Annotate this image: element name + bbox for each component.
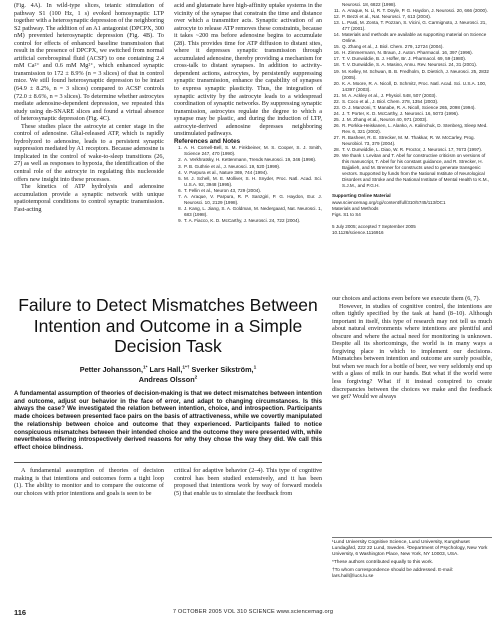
reference-text: M. J. Schell, M. E. Molliver, S. H. Snyder, Proc. Natl. Acad. Sci. U.S.A. 92, 3948 (1995). (184, 175, 322, 187)
paragraph: These studies place the astrocyte at center stage in the control of adenosine. Glial-released ATP, which is rapidly hydrolyzed to adenosine, leads to a persistent synaptic suppression mediated by A1 receptors. Because adenosine is implicated in the control of wake-to-sleep transitions (26, 27) as well as responses to hypoxia, the identification of the central role of the astrocyte in regulating this nucleoside offers new insight into these processes. (14, 122, 164, 183)
article-body-column-2 (174, 467, 322, 497)
reference-number: 9. (178, 217, 182, 223)
reference-number: 12. (333, 14, 340, 20)
author-affiliation-mark: 2 (194, 375, 198, 381)
supporting-material-heading: Supporting Online Material (332, 193, 391, 199)
reference-number: 11. (333, 8, 340, 14)
reference-text: We thank I. Levitan and T. Abel for constructive criticism on versions of this manuscript, T. Abel for his constant guidance, and R. Strecker, H. Bajjalieh, and M. Brenner for constructs used to generate transgenic vectors. Supported by funds from the National Institute of Neurological Disorders and Stroke and the National Institute of Mental Health to K.M., S.J.M., and P.G.H. (342, 153, 490, 189)
references-column (332, 2, 492, 236)
received-accepted-dates: 5 July 2005; accepted 7 September 2005 (332, 223, 416, 229)
reference-number: 21. (333, 92, 340, 98)
reference-number: 1. (178, 145, 182, 151)
reference-number: 22. (333, 98, 340, 104)
author-name: Petter Johansson, (79, 364, 144, 374)
reference-text: V. Parpura et al., Nature 369, 744 (1994). (184, 169, 269, 175)
reference-item (174, 194, 322, 206)
paragraph: The kinetics of ATP hydrolysis and adenosine accumulation provide a synaptic network with unique spatiotemporal conditions to control synaptic transmission. Fast-acting (14, 183, 164, 213)
reference-item (332, 123, 492, 135)
issue-info: 7 OCTOBER 2005 VOL 310 SCIENCE www.sciencemag.org (172, 609, 334, 615)
reference-text: J. T. Porter, K. D. McCarthy, J. Neurosci. 16, 5073 (1996). (342, 110, 460, 116)
reference-text: S. Coco et al., J. Biol. Chem. 278, 1354 (2003). (342, 98, 439, 104)
reference-item (332, 153, 492, 189)
page-footer (14, 608, 492, 618)
article-title: Failure to Detect Mismatches Between Intention and Outcome in a Simple Decision Task (18, 295, 318, 356)
reference-item (332, 135, 492, 147)
article-body-column-3 (332, 295, 492, 401)
reference-text: R. Basheer, R. E. Strecker, M. M. Thakkar, R. W. McCarley, Prog. Neurobiol. 73, 379 (2004). (342, 135, 475, 147)
reference-item (174, 176, 322, 188)
reference-number: 25. (333, 116, 340, 122)
reference-text: T. V. Dunwiddie, S. A. Masino, Annu. Rev. Neurosci. 24, 31 (2001). (342, 62, 478, 68)
supporting-material-url[interactable]: www.sciencemag.org/cgi/content/full/310/5745/113/DC1 (332, 199, 446, 205)
paragraph: (Fig. 4A). In wild-type slices, tetanic stimulation of pathway S1 (100 Hz, 1 s) evoked homosynaptic LTP together with a heterosynaptic depression of the neighboring S2 pathway. The addition of an A1 antagonist (DPCPX, 300 nM) prevented heterosynaptic depression (Fig. 4B). To control for effects of enhanced baseline transmission that result in the presence of DPCPX, we switched from normal artificial cerebrospinal fluid (ACSF) to one containing 2.4 mM Ca²⁺ and 0.6 mM Mg²⁺, which enhanced synaptic transmission to 172 ± 8.9% (n = 3 slices) of that in control mice. We still found heterosynaptic depression to be intact (64.9 ± 8.2%, n = 3 slices) compared to ACSF controls (72.0 ± 8.6%, n = 3 slices). To determine whether astrocytes mediate adenosine-dependent depression, we repeated this study using dn-SNARE slices and found a virtual absence of heterosynaptic depression (Fig. 4C). (14, 2, 165, 123)
reference-text: J. Kang, L. Jiang, S. A. Goldman, M. Nedergaard, Nat. Neurosci. 1, 683 (1998). (184, 205, 322, 217)
reference-item (332, 81, 492, 93)
reference-list (174, 145, 322, 224)
reference-text: Q. Zhang et al., J. Biol. Chem. 279, 12724 (2004). (342, 44, 444, 50)
author-affiliation-mark: 1 (253, 365, 257, 371)
reference-item (332, 69, 492, 81)
reference-text: A. H. Cornell-Bell, S. M. Finkbeiner, M. S. Cooper, S. J. Smith, Science 247, 470 (1990). (184, 145, 322, 157)
author-list (14, 365, 322, 385)
reference-text: H. Zimmermann, N. Braun, J. Auton. Pharmacol. 16, 397 (1996). (342, 50, 473, 56)
reference-number: 15. (333, 44, 340, 50)
supporting-material-line: Figs. S1 to S4 (332, 211, 361, 217)
page-number: 116 (14, 608, 27, 617)
author-name: Lars Hall, (147, 364, 183, 374)
reference-text: R. Porkka-Heiskanen, L. Alanko, A. Kalinchuk, D. Stenberg, Sleep Med. Rev. 6, 321 (2002). (342, 122, 488, 134)
reference-text: K. A. Moore, R. A. Nicoll, D. Schmitz, Proc. Natl. Acad. Sci. U.S.A. 100, 14397 (2003). (342, 80, 487, 92)
reference-number: 18. (333, 62, 340, 68)
reference-number: 13. (333, 20, 340, 26)
reference-number: 29. (333, 153, 340, 159)
affiliations (332, 540, 492, 583)
reference-number: 27. (333, 135, 340, 141)
paragraph: critical for adaptive behavior (2–4). This type of cognitive control has been studied extensively, and it has been proposed that intentions work by way of forward models (5) that enable us to simulate the feedback from (174, 467, 322, 497)
reference-item (174, 218, 322, 224)
paragraph: acid and glutamate have high-affinity uptake systems in the vicinity of the synapse that constrain the time and distance over which a transmitter acts. Synaptic activation of an astrocyte to release ATP removes these constraints, because it takes ~200 ms before adenosine begins to accumulate (28). This provides time for ATP diffusion to distant sites, where it depresses synaptic transmission through accumulated adenosine, thereby providing a mechanism for cross-talk to distant synapses. In addition to activity-dependent actions, astrocytes, by persistently suppressing synaptic transmission, enhance the capability of synapses to express synaptic plasticity. Thus, the integration of synaptic activity by the astrocyte leads to a widespread coordination of synaptic networks. By suppressing synaptic transmission, astrocytes regulate the degree to which a synapse may be plastic, and during the induction of LTP, astrocyte-derived adenosine depresses neighboring unstimulated pathways. (174, 2, 322, 138)
author-name: Sverker Sikström, (189, 364, 254, 374)
reference-text: Neurosci. 18, 6822 (1998). (342, 2, 397, 7)
doi: 10.1126/science.1116916 (332, 229, 384, 235)
reference-number: 6. (178, 187, 182, 193)
reference-number: 3. (178, 163, 182, 169)
reference-text: A. Araque, N. Li, R. T. Doyle, P. G. Haydon, J. Neurosci. 20, 666 (2000). (342, 8, 488, 14)
reference-text: A. Araque, V. Parpura, R. P. Sanzgiri, P. G. Haydon, Eur. J. Neurosci. 10, 2129 (1998). (184, 193, 322, 205)
reference-number: 8. (178, 205, 182, 211)
reference-text: J. M. Zhang et al., Neuron 40, 971 (2003). (342, 116, 428, 122)
reference-text: T. V. Dunwiddie, L. Diao, W. R. Proctor, J. Neurosci. 17, 7673 (1997). (342, 147, 483, 153)
references-heading: References and Notes (174, 137, 241, 145)
reference-text: M. A. Ackley et al., J. Physiol. 548, 507 (2003). (342, 92, 437, 98)
reference-number: 16. (333, 50, 340, 56)
paragraph: A fundamental assumption of theories of decision making is that intentions and outcomes form a tight loop (1). The ability to monitor and to compare the outcome of our choices with prior intentions and goals is seen to be (14, 467, 164, 497)
body-column-2 (174, 2, 322, 224)
reference-number: 20. (333, 80, 340, 86)
reference-number: 5. (178, 175, 182, 181)
reference-item (332, 32, 492, 44)
reference-text: M. Kelley, M. Schwan, B. B. Fredholm, D. Dietrich, J. Neurosci. 25, 2832 (2005). (342, 68, 489, 80)
reference-text: A. Verkhratsky, H. Kettenmann, Trends Neurosci. 19, 346 (1996). (184, 157, 317, 163)
supporting-material-line: Materials and Methods (332, 205, 379, 211)
reference-number: 2. (178, 157, 182, 163)
reference-number: 24. (333, 110, 340, 116)
reference-text: L. Pasti, M. Zonta, T. Pozzan, S. Vicini, G. Carmignoto, J. Neurosci. 21, 477 (2001). (342, 20, 487, 32)
article-body-column-1 (14, 467, 164, 497)
reference-text: T. V. Dunwiddie, B. J. Hoffer, Br. J. Pharmacol. 69, 59 (1980). (342, 56, 467, 62)
correspondence-note: †To whom correspondence should be addressed. E-mail: lars.hall@lucs.lu.se (332, 568, 454, 580)
paragraph: our choices and actions even before we execute them (6, 7). (332, 295, 481, 302)
affiliation-divider (332, 537, 492, 538)
author-affiliation-mark: 1*† (182, 365, 190, 371)
reference-number: 19. (333, 68, 340, 74)
reference-text: T. A. Fiacco, K. D. McCarthy, J. Neurosci. 24, 722 (2004). (184, 217, 301, 223)
author-affiliation-mark: 1* (143, 365, 148, 371)
abstract-divider (14, 462, 322, 463)
reference-text: P. Bezzi et al., Nat. Neurosci. 7, 613 (2004). (342, 14, 432, 20)
reference-text: P. B. Guthrie et al., J. Neurosci. 19, 520 (1999). (184, 163, 281, 169)
reference-text: Materials and methods are available as supporting material on Science Online. (342, 32, 487, 44)
article-header (14, 295, 322, 385)
reference-item (332, 20, 492, 32)
body-column-1 (14, 2, 164, 213)
paragraph: However, in studies of cognitive control, the intentions are often tightly specified by the task at hand (8–10). Although important in itself, this type of research may not tell us much about natural environments where intentions are plentiful and obscure and where the actual need for monitoring is unknown. Despite all its shortcomings, the world is in many ways a forgiving place in which to implement our decisions. Mismatches between intention and outcome are surely possible, but when we reach for a bottle of beer, we very seldomly end up with a glass of milk in our hands. But what if the world were less forgiving? What if it instead conspired to create discrepancies between the choices we make and the feedback we get? Would we always (332, 302, 492, 401)
author-line (14, 375, 322, 385)
reference-item (174, 145, 322, 157)
reference-number: 26. (333, 122, 340, 128)
reference-number: 28. (333, 147, 340, 153)
reference-text: T. Fellin et al., Neuron 43, 729 (2004). (184, 187, 262, 193)
affiliation-text: ¹Lund University Cognitive Science, Lund University, Kungshuset Lundagård, 222 22 Lund, Sweden. ²Department of Psychology, New York University, 6 Washington Place, New York, NY 10003, USA. (332, 540, 488, 558)
reference-number: 7. (178, 193, 182, 199)
reference-text: O. J. Manzoni, T. Manabe, R. A. Nicoll, Science 265, 2098 (1994). (342, 104, 476, 110)
reference-number: 14. (333, 32, 340, 38)
abstract: A fundamental assumption of theories of decision-making is that we detect mismatches between intention and outcome, adjust our behavior in the face of error, and adapt to changing circumstances. Is this always the case? We investigated the relation between intention, choice, and introspection. Participants made choices between presented face pairs on the basis of attractiveness, while we covertly manipulated the relationship between choice and outcome that they experienced. Participants failed to notice conspicuous mismatches between their intended choice and the outcome they were presented with, while nevertheless offering introspectively derived reasons for why they chose the way they did. We call this effect choice blindness. (14, 390, 322, 451)
reference-number: 23. (333, 104, 340, 110)
reference-item (174, 206, 322, 218)
reference-number: 17. (333, 56, 340, 62)
reference-number: 4. (178, 169, 182, 175)
equal-contribution-note: *These authors contributed equally to this work. (332, 560, 434, 566)
author-line (14, 365, 322, 375)
author-name: Andreas Olsson (138, 374, 195, 384)
